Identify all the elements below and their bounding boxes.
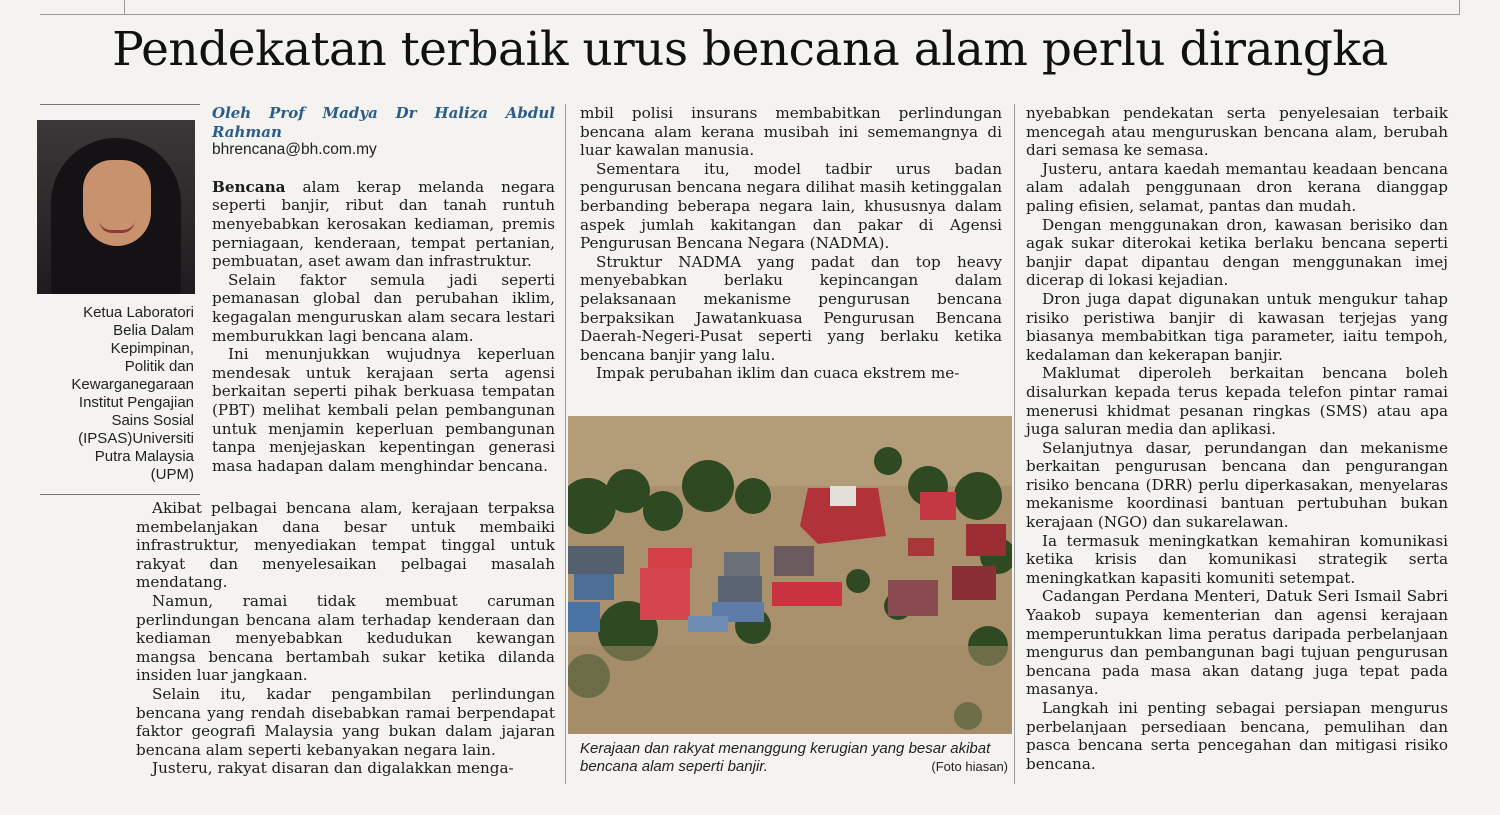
paragraph: Cadangan Perdana Menteri, Datuk Seri Ismail Sabri Yaakob supaya kementerian dan agensi kerajaan memperuntukkan lima peratus daripada perbelanjaan mengurus dan pembangunan bagi tujuan pengurusan bencana pada masa akan datang juga tepat pada masanya. [1026,587,1448,699]
author-caption-line: Kepimpinan, [110,340,194,357]
paragraph: Langkah ini penting sebagai persiapan mengurus perbelanjaan persediaan bencana, pemulihan dan pasca bencana serta pencegahan dan mitigasi risiko bencana. [1026,699,1448,773]
paragraph: Maklumat diperoleh berkaitan bencana boleh disalurkan kepada terus kepada telefon pintar ramai menerusi khidmat pesanan ringkas (SMS) atau apa juga saluran media dan aplikasi. [1026,364,1448,439]
paragraph: Dengan menggunakan dron, kawasan berisiko dan agak sukar diterokai ketika berlaku bencana seperti banjir dapat dipantau dengan menggunakan imej dicerap di lokasi kejadian. [1026,215,1448,290]
top-rule [40,0,1460,15]
paragraph: Sementara itu, model tadbir urus badan pengurusan bencana negara dilihat masih ketinggalan berbanding beberapa negara lain, khususnya dalam aspek jumlah kakitangan dan pakar di Agensi Pengurusan Bencana Negara (NADMA). [580,159,1002,253]
photo-caption-text: Kerajaan dan rakyat menanggung kerugian yang besar akibat bencana alam seperti banjir. [580,740,991,775]
paragraph: Akibat pelbagai bencana alam, kerajaan terpaksa membelanjakan dana besar untuk membaiki infrastruktur, menyediakan tempat tinggal untuk rakyat dan menyelesaikan pelbagai masalah mendatang. [136,499,555,592]
author-caption [44,304,194,484]
author-caption-line: (UPM) [150,466,194,483]
paragraph: Justeru, rakyat disaran dan digalakkan menga- [152,759,514,778]
top-rule-tick [1459,0,1460,14]
lead-word: Bencana [212,177,286,196]
sidebar-top-rule [40,104,200,105]
sidebar-bottom-rule [40,494,200,495]
paragraph: Ini menunjukkan wujudnya keperluan mendesak untuk kerajaan serta agensi berkaitan seperti pihak berkuasa tempatan (PBT) melihat kembali pelan pembangunan untuk menjamin keperluan pembangunan tanpa menjejaskan kepentingan generasi masa hadapan dalam menghindar bencana. [212,345,555,475]
top-rule-tick [124,0,125,14]
author-name: Oleh Prof Madya Dr Haliza Abdul Rahman [212,104,555,141]
paragraph: Justeru, antara kaedah memantau keadaan bencana alam adalah penggunaan dron kerana dianggap paling efisien, selamat, pantas dan mudah. [1026,159,1448,215]
column-1-upper [212,104,555,475]
paragraph: Selain itu, kadar pengambilan perlindungan bencana yang rendah disebabkan ramai berpendapat faktor geografi Malaysia yang bukan dalam jajaran bencana alam seperti kebanyakan negara lain. [136,684,555,759]
flood-photo [568,416,1012,734]
column-3 [1026,104,1448,773]
paragraph-text: alam kerap melanda negara seperti banjir, ribut dan tanah runtuh menyebabkan kerosakan kediaman, premis perniagaan, kenderaan, tempat pertanian, pembuatan, aset awam dan infrastruktur. [212,177,555,271]
paragraph: Struktur NADMA yang padat dan top heavy menyebabkan berlaku kepincangan dalam pelaksanaan mekanisme pengurusan bencana berpaksikan Jawatankuasa Pengurusan Bencana Daerah-Negeri-Pusat seperti yang berlaku ketika bencana banjir yang lalu. [580,252,1002,364]
author-caption-line: Sains Sosial [111,412,194,429]
column-divider [1014,104,1015,784]
author-caption-line: Politik dan [124,358,194,375]
author-caption-line: Belia Dalam [113,322,194,339]
author-email[interactable]: bhrencana@bh.com.my [212,141,377,159]
photo-credit: (Foto hiasan) [931,759,1008,774]
paragraph: Dron juga dapat digunakan untuk mengukur tahap risiko peristiwa banjir di kawasan terjejas yang biasanya membabitkan tiga parameter, iaitu tempoh, kedalaman dan kekerapan banjir. [1026,289,1448,364]
column-2 [580,104,1002,383]
author-caption-line: Ketua Laboratori [83,304,194,321]
author-caption-line: Institut Pengajian [78,394,194,411]
paragraph: Selain faktor semula jadi seperti pemanasan global dan perubahan iklim, kegagalan menguruskan alam secara lestari memburukkan lagi bencana alam. [212,270,555,345]
author-caption-line: Putra Malaysia [94,448,194,465]
column-divider [565,104,566,784]
author-photo [37,120,195,294]
paragraph: Namun, ramai tidak membuat caruman perlindungan bencana alam terhadap kenderaan dan kediaman menyebabkan kedudukan kewangan mangsa bencana bertambah sukar ketika dilanda insiden luar jangkaan. [136,591,555,685]
paragraph: mbil polisi insurans membabitkan perlindungan bencana alam kerana musibah ini sememangnya di luar kawalan manusia. [580,104,1002,160]
paragraph [212,178,555,271]
article-headline: Pendekatan terbaik urus bencana alam perlu dirangka [112,22,1388,77]
column-1-lower [136,499,555,778]
author-caption-line: Kewarganegaraan [71,376,194,393]
paragraph: nyebabkan pendekatan serta penyelesaian terbaik mencegah atau menguruskan bencana alam, berubah dari semasa ke semasa. [1026,104,1448,160]
paragraph: Impak perubahan iklim dan cuaca ekstrem me- [596,364,960,383]
paragraph: Selanjutnya dasar, perundangan dan mekanisme berkaitan pengurusan bencana dan pengurangan risiko bencana (DRR) perlu diperkasakan, menyelaras mekanisme koordinasi bantuan pertubuhan bukan kerajaan (NGO) dan sukarelawan. [1026,438,1448,532]
author-caption-line: (IPSAS)Universiti [78,430,194,447]
paragraph: Ia termasuk meningkatkan kemahiran komunikasi ketika krisis dan komunikasi strategik serta meningkatkan kapasiti komuniti setempat. [1026,531,1448,587]
